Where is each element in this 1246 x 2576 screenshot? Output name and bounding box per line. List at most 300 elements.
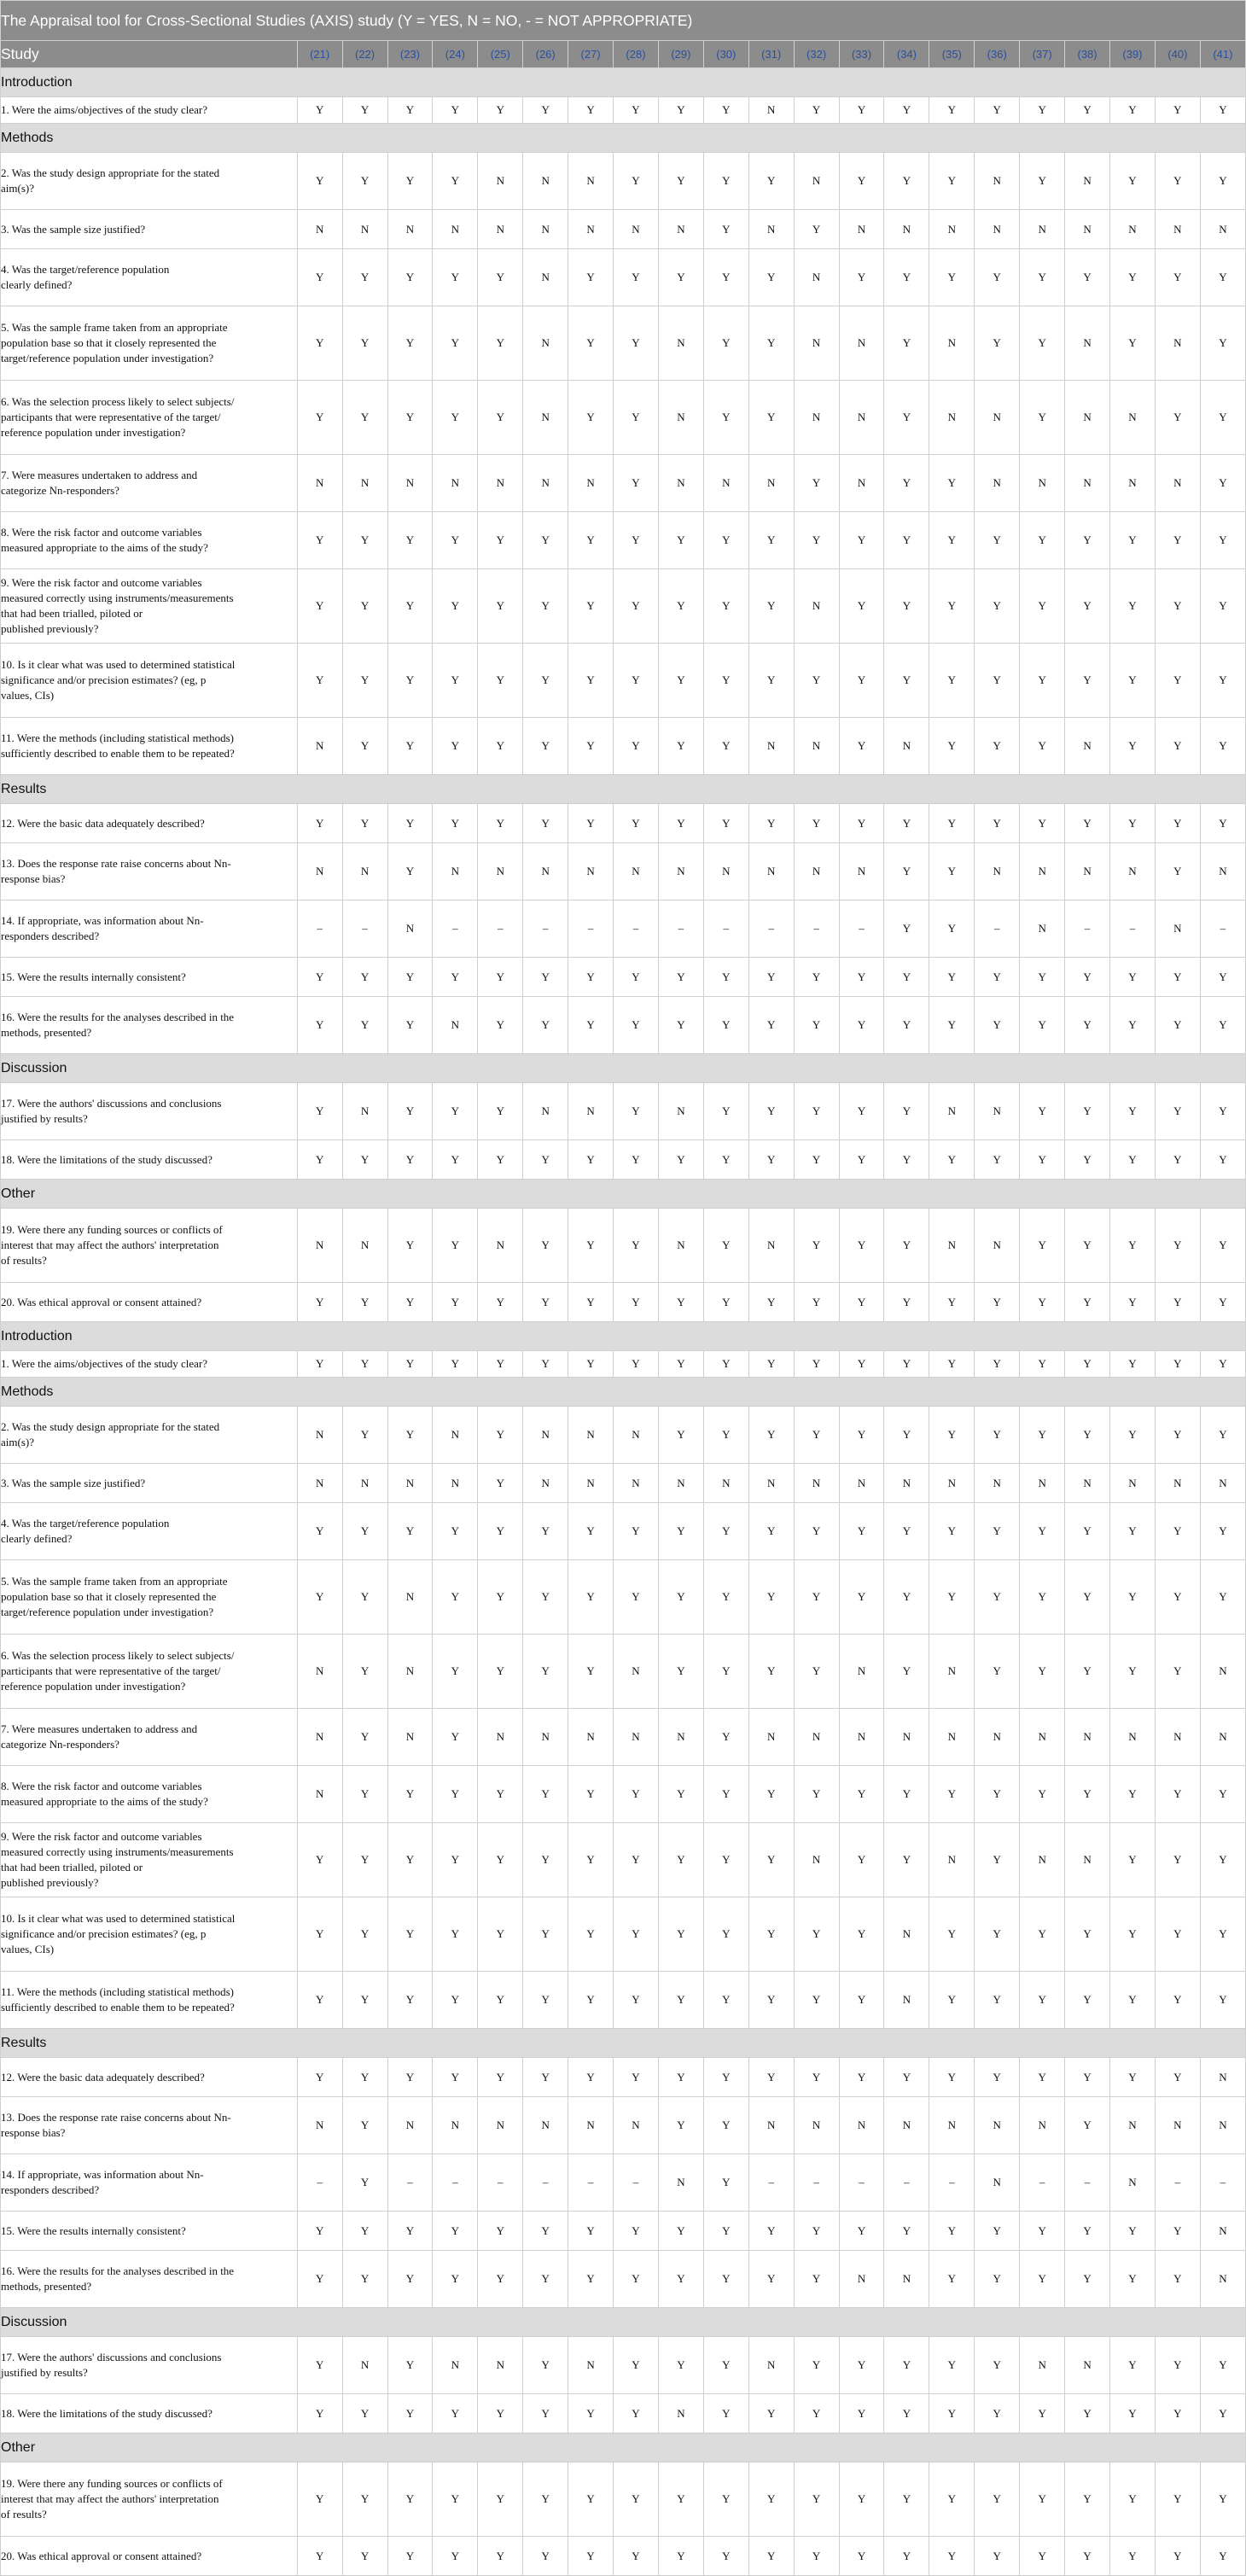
rating-cell: Y xyxy=(342,1823,387,1897)
rating-cell: Y xyxy=(703,569,748,644)
rating-cell: N xyxy=(1110,455,1156,512)
rating-cell: N xyxy=(839,381,884,455)
rating-cell: Y xyxy=(1110,2394,1156,2433)
rating-cell: N xyxy=(748,1209,794,1283)
rating-cell: N xyxy=(1065,153,1110,210)
rating-cell: Y xyxy=(748,2212,794,2251)
rating-cell: Y xyxy=(568,1972,614,2029)
rating-cell: N xyxy=(297,2097,342,2154)
rating-cell: N xyxy=(658,2154,703,2212)
rating-cell: N xyxy=(884,1464,929,1503)
rating-cell: Y xyxy=(884,804,929,843)
rating-cell: Y xyxy=(748,249,794,306)
rating-cell: Y xyxy=(1065,249,1110,306)
rating-cell: Y xyxy=(433,249,478,306)
rating-cell: Y xyxy=(884,900,929,958)
rating-cell: N xyxy=(748,718,794,775)
rating-cell: Y xyxy=(478,997,523,1054)
rating-cell: Y xyxy=(1155,843,1200,900)
rating-cell: N xyxy=(794,1464,839,1503)
rating-cell: Y xyxy=(387,1823,433,1897)
rating-cell: N xyxy=(297,1635,342,1709)
rating-cell: Y xyxy=(1065,1503,1110,1560)
rating-cell: Y xyxy=(794,1351,839,1378)
rating-cell: N xyxy=(929,210,975,249)
rating-cell: Y xyxy=(703,997,748,1054)
rating-cell: Y xyxy=(433,1503,478,1560)
rating-cell: Y xyxy=(433,1209,478,1283)
rating-cell: N xyxy=(568,153,614,210)
rating-cell: Y xyxy=(1155,569,1200,644)
rating-cell: Y xyxy=(342,1635,387,1709)
rating-cell: Y xyxy=(929,1503,975,1560)
rating-cell: Y xyxy=(1065,997,1110,1054)
rating-cell: Y xyxy=(839,718,884,775)
rating-cell: N xyxy=(929,1635,975,1709)
rating-cell: Y xyxy=(839,804,884,843)
rating-cell: Y xyxy=(975,1407,1020,1464)
section-row xyxy=(1,2029,1246,2058)
rating-cell: N xyxy=(614,210,659,249)
reference-header[interactable]: (37) xyxy=(1020,41,1065,68)
rating-cell: N xyxy=(884,1709,929,1766)
question-text: 1. Were the aims/objectives of the study clear? xyxy=(1,1351,298,1378)
rating-cell: Y xyxy=(568,1209,614,1283)
rating-cell: Y xyxy=(794,1503,839,1560)
rating-cell: N xyxy=(523,210,568,249)
rating-cell: N xyxy=(794,381,839,455)
rating-cell: Y xyxy=(297,1972,342,2029)
reference-header[interactable]: (25) xyxy=(478,41,523,68)
rating-cell: Y xyxy=(884,2058,929,2097)
rating-cell: Y xyxy=(884,306,929,381)
rating-cell: Y xyxy=(658,1503,703,1560)
rating-cell: Y xyxy=(975,958,1020,997)
rating-cell: N xyxy=(748,843,794,900)
rating-cell: Y xyxy=(523,1972,568,2029)
table-row xyxy=(1,210,1246,249)
question-text: 18. Were the limitations of the study discussed? xyxy=(1,2394,298,2433)
rating-cell: Y xyxy=(703,1407,748,1464)
rating-cell: Y xyxy=(297,2394,342,2433)
rating-cell: Y xyxy=(884,569,929,644)
reference-header[interactable]: (39) xyxy=(1110,41,1156,68)
rating-cell: Y xyxy=(1065,2394,1110,2433)
rating-cell: Y xyxy=(658,804,703,843)
rating-cell: N xyxy=(1110,1464,1156,1503)
rating-cell: Y xyxy=(658,97,703,124)
rating-cell: N xyxy=(1065,381,1110,455)
question-text: 15. Were the results internally consistent? xyxy=(1,958,298,997)
rating-cell: Y xyxy=(523,2251,568,2308)
rating-cell: Y xyxy=(748,2537,794,2576)
reference-header[interactable]: (27) xyxy=(568,41,614,68)
rating-cell: Y xyxy=(658,718,703,775)
rating-cell: Y xyxy=(794,97,839,124)
rating-cell: Y xyxy=(478,1503,523,1560)
rating-cell: – xyxy=(839,900,884,958)
rating-cell: Y xyxy=(1065,644,1110,718)
reference-header[interactable]: (32) xyxy=(794,41,839,68)
rating-cell: N xyxy=(975,381,1020,455)
rating-cell: Y xyxy=(884,2394,929,2433)
table-row xyxy=(1,2058,1246,2097)
rating-cell: Y xyxy=(1155,1083,1200,1140)
rating-cell: Y xyxy=(1065,1407,1110,1464)
rating-cell: Y xyxy=(1065,2537,1110,2576)
rating-cell: Y xyxy=(478,249,523,306)
rating-cell: Y xyxy=(297,1897,342,1972)
rating-cell: Y xyxy=(658,512,703,569)
rating-cell: Y xyxy=(929,249,975,306)
rating-cell: Y xyxy=(478,644,523,718)
rating-cell: Y xyxy=(839,1209,884,1283)
rating-cell: Y xyxy=(929,1560,975,1635)
rating-cell: Y xyxy=(614,1503,659,1560)
reference-header[interactable]: (28) xyxy=(614,41,659,68)
rating-cell: N xyxy=(614,2097,659,2154)
rating-cell: Y xyxy=(1200,958,1245,997)
rating-cell: N xyxy=(929,1464,975,1503)
rating-cell: Y xyxy=(884,843,929,900)
rating-cell: N xyxy=(1155,1464,1200,1503)
rating-cell: Y xyxy=(975,1560,1020,1635)
rating-cell: N xyxy=(1065,1709,1110,1766)
rating-cell: Y xyxy=(1020,569,1065,644)
rating-cell: Y xyxy=(342,97,387,124)
rating-cell: N xyxy=(975,1083,1020,1140)
rating-cell: Y xyxy=(568,306,614,381)
rating-cell: N xyxy=(884,2251,929,2308)
reference-header[interactable]: (33) xyxy=(839,41,884,68)
rating-cell: Y xyxy=(1200,1407,1245,1464)
rating-cell: Y xyxy=(614,1560,659,1635)
rating-cell: Y xyxy=(387,997,433,1054)
rating-cell: N xyxy=(614,1464,659,1503)
rating-cell: Y xyxy=(1155,1351,1200,1378)
rating-cell: N xyxy=(1200,1464,1245,1503)
rating-cell: Y xyxy=(748,1897,794,1972)
rating-cell: Y xyxy=(884,97,929,124)
reference-header[interactable]: (35) xyxy=(929,41,975,68)
rating-cell: Y xyxy=(523,1209,568,1283)
rating-cell: Y xyxy=(1065,2058,1110,2097)
question-text: 6. Was the selection process likely to select subjects/ participants that were representative of the target/ reference population under investigation? xyxy=(1,1635,298,1709)
rating-cell: N xyxy=(794,718,839,775)
reference-header[interactable]: (34) xyxy=(884,41,929,68)
rating-cell: N xyxy=(1155,306,1200,381)
rating-cell: Y xyxy=(614,2058,659,2097)
rating-cell: Y xyxy=(1020,2462,1065,2537)
rating-cell: Y xyxy=(433,1140,478,1180)
rating-cell: Y xyxy=(342,2097,387,2154)
rating-cell: Y xyxy=(748,306,794,381)
reference-header[interactable]: (38) xyxy=(1065,41,1110,68)
rating-cell: Y xyxy=(1155,2251,1200,2308)
question-text: 19. Were there any funding sources or conflicts of interest that may affect the authors' interpretation of results? xyxy=(1,2462,298,2537)
rating-cell: Y xyxy=(839,1972,884,2029)
rating-cell: Y xyxy=(1020,2394,1065,2433)
rating-cell: Y xyxy=(794,1560,839,1635)
rating-cell: Y xyxy=(614,997,659,1054)
rating-cell: Y xyxy=(884,644,929,718)
rating-cell: Y xyxy=(929,718,975,775)
rating-cell: Y xyxy=(794,1766,839,1823)
rating-cell: N xyxy=(433,2097,478,2154)
rating-cell: Y xyxy=(703,1140,748,1180)
rating-cell: Y xyxy=(1110,997,1156,1054)
rating-cell: Y xyxy=(614,249,659,306)
rating-cell: N xyxy=(794,843,839,900)
rating-cell: Y xyxy=(839,1283,884,1322)
rating-cell: Y xyxy=(975,2058,1020,2097)
reference-header[interactable]: (41) xyxy=(1200,41,1245,68)
section-row xyxy=(1,1378,1246,1407)
rating-cell: Y xyxy=(433,1709,478,1766)
rating-cell: Y xyxy=(342,1709,387,1766)
rating-cell: Y xyxy=(1110,2462,1156,2537)
rating-cell: Y xyxy=(1065,1083,1110,1140)
rating-cell: Y xyxy=(433,1351,478,1378)
rating-cell: – xyxy=(523,900,568,958)
rating-cell: Y xyxy=(1020,97,1065,124)
rating-cell: Y xyxy=(478,804,523,843)
reference-header[interactable]: (22) xyxy=(342,41,387,68)
rating-cell: N xyxy=(839,843,884,900)
table-row xyxy=(1,1464,1246,1503)
rating-cell: Y xyxy=(387,2058,433,2097)
rating-cell: Y xyxy=(1200,381,1245,455)
rating-cell: Y xyxy=(703,1283,748,1322)
rating-cell: Y xyxy=(1020,1351,1065,1378)
rating-cell: Y xyxy=(794,644,839,718)
rating-cell: Y xyxy=(929,2058,975,2097)
rating-cell: Y xyxy=(523,2212,568,2251)
rating-cell: N xyxy=(658,1709,703,1766)
rating-cell: N xyxy=(794,1823,839,1897)
rating-cell: Y xyxy=(342,153,387,210)
reference-header[interactable]: (36) xyxy=(975,41,1020,68)
rating-cell: Y xyxy=(839,2337,884,2394)
rating-cell: N xyxy=(658,306,703,381)
rating-cell: – xyxy=(1065,900,1110,958)
rating-cell: Y xyxy=(387,1766,433,1823)
rating-cell: Y xyxy=(1020,997,1065,1054)
rating-cell: Y xyxy=(568,97,614,124)
question-text: 17. Were the authors' discussions and conclusions justified by results? xyxy=(1,2337,298,2394)
rating-cell: N xyxy=(839,2251,884,2308)
rating-cell: N xyxy=(297,843,342,900)
rating-cell: Y xyxy=(929,958,975,997)
rating-cell: – xyxy=(1200,2154,1245,2212)
section-header: Methods xyxy=(1,1378,1246,1407)
rating-cell: Y xyxy=(568,997,614,1054)
rating-cell: Y xyxy=(523,2462,568,2537)
rating-cell: Y xyxy=(703,1209,748,1283)
rating-cell: Y xyxy=(839,2537,884,2576)
rating-cell: Y xyxy=(703,210,748,249)
rating-cell: Y xyxy=(975,804,1020,843)
rating-cell: Y xyxy=(884,997,929,1054)
rating-cell: Y xyxy=(433,2537,478,2576)
rating-cell: Y xyxy=(387,512,433,569)
rating-cell: Y xyxy=(478,1635,523,1709)
rating-cell: Y xyxy=(1200,306,1245,381)
rating-cell: N xyxy=(1155,900,1200,958)
rating-cell: N xyxy=(839,455,884,512)
rating-cell: Y xyxy=(478,1897,523,1972)
rating-cell: Y xyxy=(614,1351,659,1378)
rating-cell: – xyxy=(297,900,342,958)
rating-cell: Y xyxy=(658,1407,703,1464)
rating-cell: Y xyxy=(703,512,748,569)
rating-cell: Y xyxy=(658,153,703,210)
rating-cell: Y xyxy=(387,718,433,775)
rating-cell: – xyxy=(1020,2154,1065,2212)
rating-cell: N xyxy=(433,210,478,249)
rating-cell: Y xyxy=(1200,1897,1245,1972)
study-column-header: Study xyxy=(1,41,298,68)
rating-cell: Y xyxy=(342,249,387,306)
question-text: 5. Was the sample frame taken from an appropriate population base so that it closely represented the target/reference population under investigation? xyxy=(1,306,298,381)
rating-cell: Y xyxy=(839,644,884,718)
rating-cell: – xyxy=(975,900,1020,958)
rating-cell: Y xyxy=(794,1897,839,1972)
rating-cell: Y xyxy=(703,1635,748,1709)
rating-cell: Y xyxy=(1020,1140,1065,1180)
section-header: Methods xyxy=(1,124,1246,153)
section-header: Introduction xyxy=(1,1322,1246,1351)
rating-cell: Y xyxy=(1110,1635,1156,1709)
rating-cell: Y xyxy=(748,958,794,997)
rating-cell: Y xyxy=(297,644,342,718)
rating-cell: N xyxy=(1200,1635,1245,1709)
rating-cell: Y xyxy=(523,2058,568,2097)
rating-cell: Y xyxy=(794,804,839,843)
rating-cell: Y xyxy=(1200,249,1245,306)
rating-cell: Y xyxy=(297,2251,342,2308)
rating-cell: Y xyxy=(658,1766,703,1823)
table-row xyxy=(1,997,1246,1054)
rating-cell: Y xyxy=(1200,804,1245,843)
reference-header[interactable]: (40) xyxy=(1155,41,1200,68)
reference-header[interactable]: (30) xyxy=(703,41,748,68)
rating-cell: Y xyxy=(929,997,975,1054)
table-title-row xyxy=(1,1,1246,41)
table-row xyxy=(1,1635,1246,1709)
question-text: 19. Were there any funding sources or conflicts of interest that may affect the authors' interpretation of results? xyxy=(1,1209,298,1283)
rating-cell: Y xyxy=(1155,249,1200,306)
reference-header[interactable]: (21) xyxy=(297,41,342,68)
rating-cell: Y xyxy=(433,1823,478,1897)
rating-cell: N xyxy=(387,455,433,512)
rating-cell: N xyxy=(523,455,568,512)
rating-cell: Y xyxy=(839,1351,884,1378)
rating-cell: Y xyxy=(794,1972,839,2029)
rating-cell: Y xyxy=(748,1283,794,1322)
rating-cell: – xyxy=(1110,900,1156,958)
section-row xyxy=(1,1054,1246,1083)
rating-cell: Y xyxy=(433,958,478,997)
rating-cell: Y xyxy=(1065,1560,1110,1635)
reference-header[interactable]: (26) xyxy=(523,41,568,68)
question-text: 15. Were the results internally consistent? xyxy=(1,2212,298,2251)
rating-cell: Y xyxy=(839,1766,884,1823)
rating-cell: N xyxy=(387,210,433,249)
rating-cell: Y xyxy=(1110,1140,1156,1180)
rating-cell: Y xyxy=(1065,512,1110,569)
rating-cell: Y xyxy=(748,2251,794,2308)
rating-cell: N xyxy=(523,1083,568,1140)
rating-cell: Y xyxy=(884,1083,929,1140)
rating-cell: Y xyxy=(748,1351,794,1378)
rating-cell: Y xyxy=(342,381,387,455)
rating-cell: Y xyxy=(929,1351,975,1378)
rating-cell: Y xyxy=(433,97,478,124)
rating-cell: Y xyxy=(839,569,884,644)
question-text: 4. Was the target/reference population clearly defined? xyxy=(1,249,298,306)
rating-cell: Y xyxy=(342,804,387,843)
rating-cell: Y xyxy=(975,718,1020,775)
rating-cell: Y xyxy=(748,2394,794,2433)
rating-cell: Y xyxy=(614,958,659,997)
rating-cell: N xyxy=(929,2097,975,2154)
reference-header[interactable]: (23) xyxy=(387,41,433,68)
rating-cell: Y xyxy=(387,1897,433,1972)
rating-cell: Y xyxy=(884,249,929,306)
rating-cell: Y xyxy=(703,2462,748,2537)
rating-cell: Y xyxy=(614,1766,659,1823)
rating-cell: Y xyxy=(568,2251,614,2308)
rating-cell: Y xyxy=(1200,455,1245,512)
rating-cell: Y xyxy=(748,512,794,569)
rating-cell: Y xyxy=(748,1766,794,1823)
rating-cell: N xyxy=(297,1709,342,1766)
rating-cell: Y xyxy=(568,2537,614,2576)
rating-cell: N xyxy=(703,1464,748,1503)
rating-cell: Y xyxy=(929,2537,975,2576)
rating-cell: Y xyxy=(1200,2394,1245,2433)
rating-cell: N xyxy=(523,1464,568,1503)
rating-cell: Y xyxy=(839,2394,884,2433)
reference-header[interactable]: (31) xyxy=(748,41,794,68)
rating-cell: – xyxy=(658,900,703,958)
rating-cell: Y xyxy=(884,1766,929,1823)
rating-cell: N xyxy=(1155,455,1200,512)
table-row xyxy=(1,1766,1246,1823)
rating-cell: Y xyxy=(387,569,433,644)
rating-cell: Y xyxy=(478,1140,523,1180)
rating-cell: N xyxy=(1110,2097,1156,2154)
table-row xyxy=(1,900,1246,958)
rating-cell: Y xyxy=(433,381,478,455)
rating-cell: N xyxy=(568,210,614,249)
rating-cell: Y xyxy=(387,97,433,124)
rating-cell: Y xyxy=(794,1635,839,1709)
rating-cell: Y xyxy=(703,958,748,997)
rating-cell: Y xyxy=(297,1140,342,1180)
rating-cell: Y xyxy=(1065,2251,1110,2308)
reference-header[interactable]: (24) xyxy=(433,41,478,68)
reference-header[interactable]: (29) xyxy=(658,41,703,68)
rating-cell: – xyxy=(748,900,794,958)
rating-cell: Y xyxy=(703,2251,748,2308)
rating-cell: Y xyxy=(297,2462,342,2537)
rating-cell: Y xyxy=(703,1972,748,2029)
rating-cell: N xyxy=(839,2097,884,2154)
rating-cell: Y xyxy=(929,2212,975,2251)
rating-cell: N xyxy=(387,2097,433,2154)
